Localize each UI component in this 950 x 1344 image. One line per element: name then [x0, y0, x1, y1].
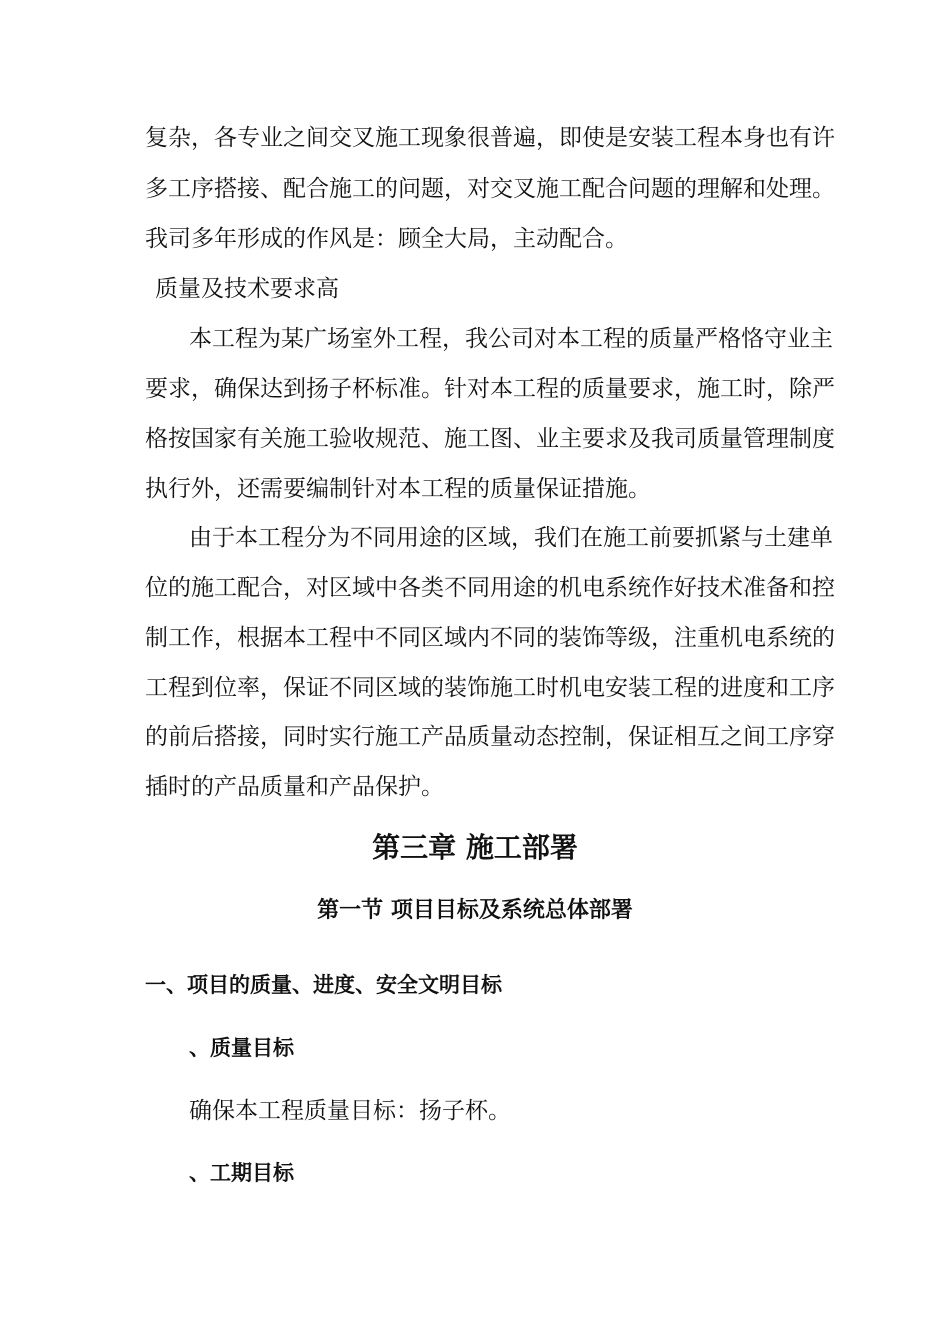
body-text-line: 格按国家有关施工验收规范、施工图、业主要求及我司质量管理制度 [145, 426, 835, 452]
body-text-line: 复杂，各专业之间交叉施工现象很普遍，即使是安装工程本身也有许 [145, 125, 835, 151]
body-text-line: 多工序搭接、配合施工的问题，对交叉施工配合问题的理解和处理。 [145, 176, 835, 202]
body-text-line: 要求，确保达到扬子杯标准。针对本工程的质量要求，施工时，除严 [145, 376, 835, 402]
body-text-line: 工程到位率，保证不同区域的装饰施工时机电安装工程的进度和工序 [145, 675, 835, 701]
chapter-title: 第三章 施工部署 [372, 831, 578, 864]
heading-schedule-target: 、工期目标 [189, 1161, 294, 1185]
quality-target-text: 确保本工程质量目标：扬子杯。 [189, 1098, 511, 1124]
body-text-line: 位的施工配合，对区域中各类不同用途的机电系统作好技术准备和控 [145, 575, 835, 601]
body-text-line: 执行外，还需要编制针对本工程的质量保证措施。 [145, 476, 651, 502]
body-text-line: 插时的产品质量和产品保护。 [145, 774, 444, 800]
body-text-line: 由于本工程分为不同用途的区域，我们在施工前要抓紧与土建单 [189, 525, 833, 551]
body-text-line: 制工作，根据本工程中不同区域内不同的装饰等级，注重机电系统的 [145, 625, 835, 651]
body-text-line: 的前后搭接，同时实行施工产品质量动态控制，保证相互之间工序穿 [145, 724, 835, 750]
heading-1: 一、项目的质量、进度、安全文明目标 [145, 973, 502, 997]
body-text-line: 本工程为某广场室外工程，我公司对本工程的质量严格恪守业主 [189, 326, 833, 352]
body-text-line: 我司多年形成的作风是：顾全大局，主动配合。 [145, 226, 628, 252]
heading-quality-target: 、质量目标 [189, 1036, 294, 1060]
subheading-quality: 质量及技术要求高 [155, 276, 339, 302]
section-title: 第一节 项目目标及系统总体部署 [317, 898, 633, 923]
